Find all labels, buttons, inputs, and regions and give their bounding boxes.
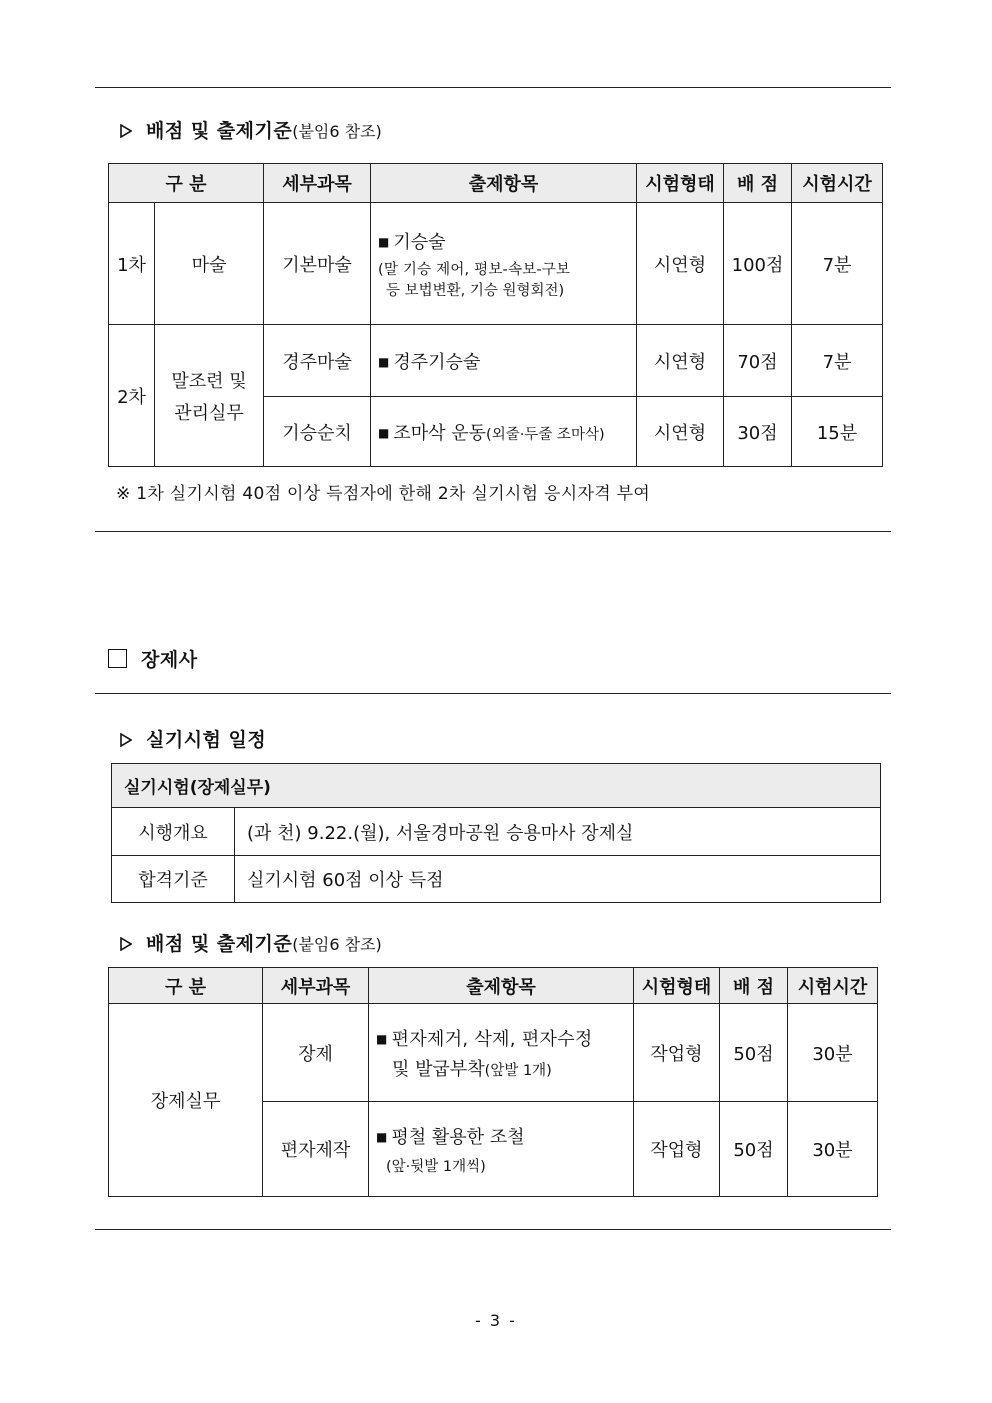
header-type: 시험형태 <box>634 968 720 1004</box>
heading-reference: (붙임6 참조) <box>292 935 382 954</box>
bottom-divider <box>95 1229 891 1230</box>
table-row <box>109 203 883 325</box>
category-cell: 장제실무 <box>109 1004 263 1197</box>
schedule-table <box>111 763 881 903</box>
item-cell <box>371 325 637 397</box>
time-cell: 30분 <box>788 1004 878 1102</box>
schedule-label: 합격기준 <box>112 856 235 903</box>
header-type: 시험형태 <box>637 164 724 203</box>
item-detail: (앞발 1개) <box>484 1062 552 1079</box>
header-category: 구 분 <box>109 968 263 1004</box>
section-heading-scoring-farrier <box>120 929 382 956</box>
heading-text: 배점 및 출제기준 <box>146 120 293 142</box>
score-cell: 50점 <box>720 1102 788 1197</box>
scoring-table-farrier <box>108 967 878 1197</box>
subject-cell: 경주마술 <box>264 325 371 397</box>
heading-text: 실기시험 일정 <box>146 729 267 751</box>
type-cell: 시연형 <box>637 325 724 397</box>
score-cell: 30점 <box>724 397 792 467</box>
section-title-farrier <box>108 645 198 672</box>
score-cell: 50점 <box>720 1004 788 1102</box>
checkbox-square-icon <box>108 649 127 668</box>
bullet-square-icon: ■ <box>376 1031 388 1046</box>
table-row <box>109 325 883 397</box>
page-number: - 3 - <box>475 1311 517 1330</box>
item-detail: (앞·뒷발 1개씩) <box>386 1158 486 1175</box>
time-cell: 7분 <box>792 203 883 325</box>
header-score: 배 점 <box>724 164 792 203</box>
category-cell: 마술 <box>155 203 264 325</box>
schedule-header: 실기시험(장제실무) <box>112 764 881 808</box>
section-heading-schedule <box>120 725 266 752</box>
category-line: 말조련 및 <box>171 370 247 392</box>
subject-cell: 기승순치 <box>264 397 371 467</box>
header-time: 시험시간 <box>788 968 878 1004</box>
header-score: 배 점 <box>720 968 788 1004</box>
heading-reference: (붙임6 참조) <box>292 122 382 141</box>
bullet-square-icon: ■ <box>378 354 390 369</box>
item-cell <box>369 1102 634 1197</box>
subject-cell: 편자제작 <box>263 1102 369 1197</box>
time-cell: 7분 <box>792 325 883 397</box>
score-cell: 70점 <box>724 325 792 397</box>
item-cell <box>369 1004 634 1102</box>
eligibility-note: ※ 1차 실기시험 40점 이상 득점자에 한해 2차 실기시험 응시자격 부여 <box>116 484 651 504</box>
category-line: 관리실무 <box>174 402 244 424</box>
section-divider <box>95 531 891 532</box>
header-time: 시험시간 <box>792 164 883 203</box>
schedule-value: 실기시험 60점 이상 득점 <box>235 856 881 903</box>
triangle-right-icon <box>120 124 132 138</box>
subject-cell: 기본마술 <box>264 203 371 325</box>
round-cell: 2차 <box>109 325 155 467</box>
category-cell <box>155 325 264 467</box>
item-line: 및 발굽부착 <box>392 1058 485 1080</box>
table-header-row <box>109 164 883 203</box>
section-title-text: 장제사 <box>141 649 198 671</box>
bullet-square-icon: ■ <box>378 234 390 249</box>
item-cell <box>371 397 637 467</box>
triangle-right-icon <box>120 733 132 747</box>
time-cell: 15분 <box>792 397 883 467</box>
schedule-label: 시행개요 <box>112 808 235 856</box>
header-subject: 세부과목 <box>264 164 371 203</box>
type-cell: 시연형 <box>637 203 724 325</box>
table-header-row <box>109 968 878 1004</box>
round-cell: 1차 <box>109 203 155 325</box>
score-cell: 100점 <box>724 203 792 325</box>
header-items: 출제항목 <box>371 164 637 203</box>
type-cell: 작업형 <box>634 1102 720 1197</box>
item-title: 평철 활용한 조철 <box>391 1126 525 1148</box>
type-cell: 시연형 <box>637 397 724 467</box>
scoring-table-horse <box>108 163 883 467</box>
section-divider <box>95 693 891 694</box>
header-category: 구 분 <box>109 164 264 203</box>
bullet-square-icon: ■ <box>376 1129 388 1144</box>
bullet-square-icon: ■ <box>378 425 390 440</box>
heading-text: 배점 및 출제기준 <box>146 933 293 955</box>
time-cell: 30분 <box>788 1102 878 1197</box>
table-row <box>109 1004 878 1102</box>
triangle-right-icon <box>120 937 132 951</box>
item-title: 편자제거, 삭제, 편자수정 <box>391 1028 593 1050</box>
subject-cell: 장제 <box>263 1004 369 1102</box>
item-title: 경주기승술 <box>393 351 481 373</box>
section-heading-scoring <box>120 116 382 143</box>
header-subject: 세부과목 <box>263 968 369 1004</box>
item-title: 기승술 <box>393 231 446 253</box>
schedule-value: (과 천) 9.22.(월), 서울경마공원 승용마사 장제실 <box>235 808 881 856</box>
type-cell: 작업형 <box>634 1004 720 1102</box>
item-title: 조마삭 운동 <box>393 422 487 444</box>
item-cell <box>371 203 637 325</box>
top-divider <box>95 87 891 88</box>
item-detail: (외줄·두줄 조마삭) <box>486 426 605 443</box>
header-items: 출제항목 <box>369 968 634 1004</box>
item-detail: (말 기승 제어, 평보-속보-구보 <box>378 261 571 278</box>
item-detail: 등 보법변환, 기승 원형회전) <box>386 282 565 299</box>
